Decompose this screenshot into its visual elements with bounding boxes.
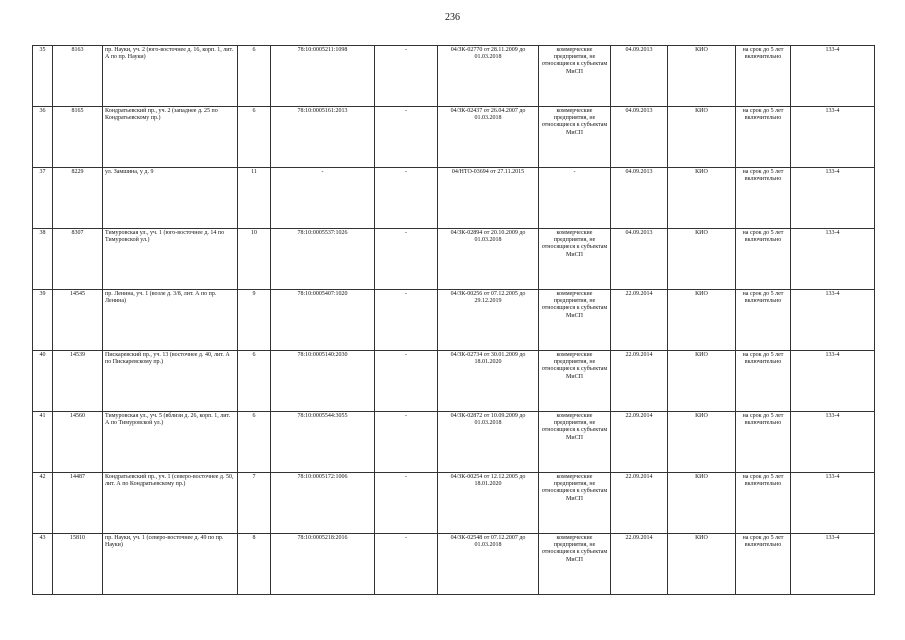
area-cell: 9	[238, 290, 271, 351]
cadastral-number: 78:10:0005161:2013	[271, 107, 375, 168]
organization-cell: КИО	[668, 412, 736, 473]
registry-number: 14539	[53, 351, 103, 412]
organization-cell: КИО	[668, 107, 736, 168]
area-cell: 8	[238, 534, 271, 595]
registry-number: 8229	[53, 168, 103, 229]
term-cell: на срок до 5 лет включительно	[736, 46, 791, 107]
table-row	[33, 46, 875, 107]
law-number-cell: 133-4	[791, 351, 875, 412]
term-cell: на срок до 5 лет включительно	[736, 107, 791, 168]
dash-cell: -	[375, 168, 438, 229]
address-cell: Кондратьевский пр., уч. 2 (западнее д. 25 по Кондратьевскому пр.)	[103, 107, 238, 168]
row-number: 37	[33, 168, 53, 229]
date-cell: 22.09.2014	[611, 351, 668, 412]
object-type-cell: -	[539, 168, 611, 229]
row-number: 42	[33, 473, 53, 534]
dash-cell: -	[375, 473, 438, 534]
date-cell: 22.09.2014	[611, 290, 668, 351]
registry-number: 8307	[53, 229, 103, 290]
address-cell: Пискаревский пр., уч. 13 (восточнее д. 40, лит. А по Пискаревскому пр.)	[103, 351, 238, 412]
cadastral-number: 78:10:0005211:1098	[271, 46, 375, 107]
table-row	[33, 412, 875, 473]
area-cell: 11	[238, 168, 271, 229]
law-number-cell: 133-4	[791, 473, 875, 534]
row-number: 39	[33, 290, 53, 351]
cadastral-number: 78:10:0005544:3055	[271, 412, 375, 473]
contract-cell: 04/ЗК-02894 от 20.10.2009 до 01.03.2018	[438, 229, 539, 290]
registry-table	[32, 45, 875, 595]
row-number: 41	[33, 412, 53, 473]
date-cell: 22.09.2014	[611, 534, 668, 595]
law-number-cell: 133-4	[791, 229, 875, 290]
table-row	[33, 168, 875, 229]
term-cell: на срок до 5 лет включительно	[736, 290, 791, 351]
dash-cell: -	[375, 412, 438, 473]
organization-cell: КИО	[668, 351, 736, 412]
registry-number: 8165	[53, 107, 103, 168]
registry-number: 15810	[53, 534, 103, 595]
organization-cell: КИО	[668, 168, 736, 229]
object-type-cell: коммерческие предприятия, не относящиеся к субъектам МиСП	[539, 229, 611, 290]
table-row	[33, 473, 875, 534]
organization-cell: КИО	[668, 290, 736, 351]
term-cell: на срок до 5 лет включительно	[736, 534, 791, 595]
cadastral-number: 78:10:0005537:1026	[271, 229, 375, 290]
row-number: 36	[33, 107, 53, 168]
registry-number: 14560	[53, 412, 103, 473]
area-cell: 6	[238, 412, 271, 473]
table-row	[33, 229, 875, 290]
contract-cell: 04/ЗК-02548 от 07.12.2007 до 01.03.2018	[438, 534, 539, 595]
term-cell: на срок до 5 лет включительно	[736, 473, 791, 534]
contract-cell: 04/ЗК-00256 от 07.12.2005 до 29.12.2019	[438, 290, 539, 351]
organization-cell: КИО	[668, 46, 736, 107]
dash-cell: -	[375, 534, 438, 595]
contract-cell: 04/ЗК-02872 от 10.09.2009 до 01.03.2018	[438, 412, 539, 473]
address-cell: ул. Замшина, у д. 9	[103, 168, 238, 229]
object-type-cell: коммерческие предприятия, не относящиеся к субъектам МиСП	[539, 46, 611, 107]
table-row	[33, 107, 875, 168]
object-type-cell: коммерческие предприятия, не относящиеся к субъектам МиСП	[539, 351, 611, 412]
dash-cell: -	[375, 107, 438, 168]
row-number: 43	[33, 534, 53, 595]
table-row	[33, 290, 875, 351]
term-cell: на срок до 5 лет включительно	[736, 412, 791, 473]
organization-cell: КИО	[668, 473, 736, 534]
contract-cell: 04/НТО-03694 от 27.11.2015	[438, 168, 539, 229]
page-number: 236	[445, 12, 460, 23]
address-cell: пр. Ленина, уч. 1 (возле д. 3/8, лит. А по пр. Ленина)	[103, 290, 238, 351]
contract-cell: 04/ЗК-02734 от 30.01.2009 до 18.01.2020	[438, 351, 539, 412]
date-cell: 22.09.2014	[611, 473, 668, 534]
date-cell: 22.09.2014	[611, 412, 668, 473]
law-number-cell: 133-4	[791, 412, 875, 473]
address-cell: Кондратьевский пр., уч. 1 (северо-восточнее д. 50, лит. А по Кондратьевскому пр.)	[103, 473, 238, 534]
law-number-cell: 133-4	[791, 290, 875, 351]
law-number-cell: 133-4	[791, 46, 875, 107]
object-type-cell: коммерческие предприятия, не относящиеся к субъектам МиСП	[539, 290, 611, 351]
address-cell: Тимуровская ул., уч. 1 (юго-восточнее д. 14 по Тимуровской ул.)	[103, 229, 238, 290]
object-type-cell: коммерческие предприятия, не относящиеся к субъектам МиСП	[539, 473, 611, 534]
address-cell: пр. Науки, уч. 2 (юго-восточнее д. 16, корп. 1, лит. А по пр. Науки)	[103, 46, 238, 107]
dash-cell: -	[375, 46, 438, 107]
term-cell: на срок до 5 лет включительно	[736, 168, 791, 229]
term-cell: на срок до 5 лет включительно	[736, 229, 791, 290]
row-number: 38	[33, 229, 53, 290]
address-cell: пр. Науки, уч. 1 (северо-восточнее д. 49 по пр. Науки)	[103, 534, 238, 595]
law-number-cell: 133-4	[791, 168, 875, 229]
object-type-cell: коммерческие предприятия, не относящиеся к субъектам МиСП	[539, 107, 611, 168]
area-cell: 7	[238, 473, 271, 534]
dash-cell: -	[375, 351, 438, 412]
area-cell: 6	[238, 107, 271, 168]
law-number-cell: 133-4	[791, 534, 875, 595]
address-cell: Тимуровская ул., уч. 5 (вблизи д. 26, корп. 1, лит. А по Тимуровской ул.)	[103, 412, 238, 473]
area-cell: 10	[238, 229, 271, 290]
term-cell: на срок до 5 лет включительно	[736, 351, 791, 412]
dash-cell: -	[375, 290, 438, 351]
object-type-cell: коммерческие предприятия, не относящиеся к субъектам МиСП	[539, 534, 611, 595]
cadastral-number: -	[271, 168, 375, 229]
date-cell: 04.09.2013	[611, 229, 668, 290]
contract-cell: 04/ЗК-02437 от 26.04.2007 до 01.03.2018	[438, 107, 539, 168]
row-number: 40	[33, 351, 53, 412]
table-row	[33, 534, 875, 595]
cadastral-number: 78:10:0005218:2016	[271, 534, 375, 595]
object-type-cell: коммерческие предприятия, не относящиеся к субъектам МиСП	[539, 412, 611, 473]
cadastral-number: 78:10:0005172:1006	[271, 473, 375, 534]
contract-cell: 04/ЗК-00254 от 12.12.2005 до 18.01.2020	[438, 473, 539, 534]
law-number-cell: 133-4	[791, 107, 875, 168]
contract-cell: 04/ЗК-02770 от 28.11.2009 до 01.03.2018	[438, 46, 539, 107]
cadastral-number: 78:10:0005140:2030	[271, 351, 375, 412]
area-cell: 6	[238, 46, 271, 107]
table-row	[33, 351, 875, 412]
date-cell: 04.09.2013	[611, 168, 668, 229]
dash-cell: -	[375, 229, 438, 290]
organization-cell: КИО	[668, 534, 736, 595]
organization-cell: КИО	[668, 229, 736, 290]
registry-number: 14545	[53, 290, 103, 351]
date-cell: 04.09.2013	[611, 46, 668, 107]
area-cell: 6	[238, 351, 271, 412]
date-cell: 04.09.2013	[611, 107, 668, 168]
registry-number: 14487	[53, 473, 103, 534]
row-number: 35	[33, 46, 53, 107]
cadastral-number: 78:10:0005407:1020	[271, 290, 375, 351]
registry-number: 8163	[53, 46, 103, 107]
